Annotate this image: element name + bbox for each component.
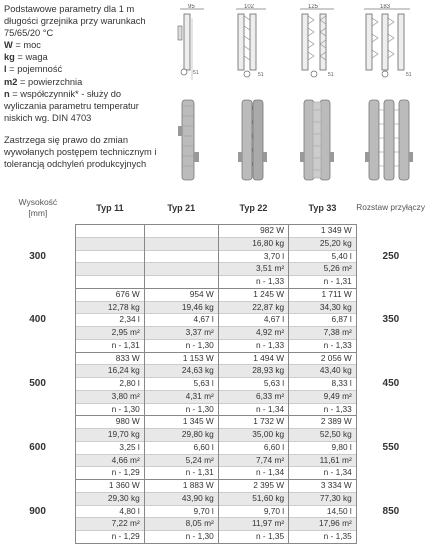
value-cell: 34,30 kg (289, 301, 357, 314)
spacing-cell: 850 (382, 505, 400, 517)
table-row (0, 352, 425, 365)
note-line: tolerancją odchyleń produkcyjnych (4, 159, 147, 170)
intro-line: długości grzejnika przy warunkach (4, 16, 146, 27)
value-cell: 1 883 W (144, 480, 218, 493)
value-cell: 8,05 m² (144, 518, 218, 531)
radiator-3d-typ21-icon (236, 96, 270, 186)
value-cell: 4,80 l (76, 505, 145, 518)
radiator-profile-typ11-icon (166, 4, 211, 84)
value-cell: 16,80 kg (218, 237, 288, 250)
value-cell: 2 395 W (218, 480, 288, 493)
value-cell: 6,60 l (218, 441, 288, 454)
value-cell: 2 389 W (289, 416, 357, 429)
value-cell (76, 237, 145, 250)
dim-side-label: 51 (406, 72, 412, 78)
value-cell: 3,80 m² (76, 390, 145, 403)
legend-text: = moc (12, 40, 41, 51)
value-cell: 982 W (218, 225, 288, 238)
value-cell: 4,66 m² (76, 454, 145, 467)
height-cell: 900 (29, 505, 46, 517)
legend-weight (4, 51, 182, 63)
value-cell (76, 225, 145, 238)
spacing-cell: 250 (382, 250, 400, 262)
spacing-cell: 550 (382, 441, 400, 453)
value-cell: 52,50 kg (289, 429, 357, 442)
value-cell: 1 245 W (218, 288, 288, 301)
dim-side-label: 51 (258, 72, 264, 78)
value-cell (76, 250, 145, 263)
dim-top-label: 102 (244, 4, 255, 10)
legend-key: W (4, 40, 13, 51)
value-cell: 8,33 l (289, 378, 357, 391)
spec-table (0, 191, 425, 544)
legend-capacity (4, 63, 182, 75)
value-cell: 1 732 W (218, 416, 288, 429)
value-cell: 4,92 m² (218, 327, 288, 340)
value-cell: 9,70 l (218, 505, 288, 518)
value-cell: 9,49 m² (289, 390, 357, 403)
value-cell: 29,30 kg (76, 492, 145, 505)
diagram-typ33 (358, 4, 418, 84)
value-cell: 11,97 m² (218, 518, 288, 531)
header-typ22: Typ 22 (239, 202, 268, 213)
radiator-profile-typ33-icon (358, 4, 418, 84)
value-cell: 3 334 W (289, 480, 357, 493)
intro-line: Podstawowe parametry dla 1 m (4, 4, 135, 14)
value-cell: 35,00 kg (218, 429, 288, 442)
dim-top-label: 95 (188, 4, 195, 10)
value-cell: 5,63 l (218, 378, 288, 391)
value-cell: n - 1,29 (76, 531, 145, 544)
value-cell (144, 276, 218, 289)
value-cell: 17,96 m² (289, 518, 357, 531)
value-cell: 12,78 kg (76, 301, 145, 314)
value-cell (76, 276, 145, 289)
value-cell: n - 1,35 (289, 531, 357, 544)
value-cell: n - 1,33 (218, 276, 288, 289)
value-cell: 11,61 m² (289, 454, 357, 467)
value-cell: 24,63 kg (144, 365, 218, 378)
table-header-row (0, 191, 425, 225)
intro-text (4, 3, 182, 170)
value-cell: 3,37 m² (144, 327, 218, 340)
value-cell: 1 360 W (76, 480, 145, 493)
legend-tail-line: niskich wg. DIN 4703 (4, 112, 92, 123)
value-cell: 6,60 l (144, 441, 218, 454)
value-cell: 19,70 kg (76, 429, 145, 442)
value-cell: 7,22 m² (76, 518, 145, 531)
value-cell: n - 1,34 (218, 467, 288, 480)
value-cell: 2 056 W (289, 352, 357, 365)
value-cell: n - 1,30 (144, 339, 218, 352)
table-row (0, 480, 425, 493)
value-cell: 6,87 l (289, 314, 357, 327)
value-cell (144, 250, 218, 263)
value-cell: 676 W (76, 288, 145, 301)
header-typ21: Typ 21 (167, 202, 196, 213)
value-cell: n - 1,33 (289, 403, 357, 416)
height-cell: 400 (29, 314, 46, 326)
value-cell: 5,63 l (144, 378, 218, 391)
value-cell: 28,93 kg (218, 365, 288, 378)
value-cell: n - 1,31 (289, 276, 357, 289)
value-cell: n - 1,30 (144, 403, 218, 416)
value-cell: 1 345 W (144, 416, 218, 429)
intro-line: 75/65/20 °C (4, 28, 54, 39)
value-cell: 14,50 l (289, 505, 357, 518)
header-typ11: Typ 11 (96, 202, 124, 213)
value-cell: 43,40 kg (289, 365, 357, 378)
value-cell: 5,40 l (289, 250, 357, 263)
value-cell: 4,67 l (218, 314, 288, 327)
value-cell: n - 1,33 (218, 339, 288, 352)
header-height: Wysokość [mm] (18, 196, 58, 218)
legend-coefficient (4, 88, 182, 100)
value-cell (76, 263, 145, 276)
radiator-3d-typ22-icon (298, 96, 338, 186)
table-row (0, 416, 425, 429)
value-cell: 22,87 kg (218, 301, 288, 314)
legend-text: = powierzchnia (17, 76, 83, 87)
diagram-typ11 (166, 4, 211, 84)
value-cell: n - 1,31 (76, 339, 145, 352)
dim-side-label: 51 (328, 72, 334, 78)
value-cell: 25,20 kg (289, 237, 357, 250)
value-cell: 19,46 kg (144, 301, 218, 314)
dim-top-label: 125 (308, 4, 319, 10)
value-cell: 9,70 l (144, 505, 218, 518)
value-cell: 2,34 l (76, 314, 145, 327)
value-cell: 3,70 l (218, 250, 288, 263)
dim-top-label: 183 (380, 4, 391, 10)
legend-text: = współczynnik* - służy do (9, 88, 122, 99)
height-cell: 600 (29, 441, 46, 453)
value-cell: n - 1,30 (144, 531, 218, 544)
radiator-diagrams (160, 0, 425, 188)
radiator-3d-typ11-icon (174, 96, 204, 186)
radiator-3d-typ33-icon (365, 96, 413, 186)
radiator-profile-typ21-icon (226, 4, 276, 84)
height-cell: 500 (29, 378, 46, 389)
value-cell: 1 349 W (289, 225, 357, 238)
header-spacing: Rozstaw przyłączy (356, 202, 425, 213)
value-cell: 3,25 l (76, 441, 145, 454)
value-cell: 2,80 l (76, 378, 145, 391)
value-cell (144, 237, 218, 250)
table-row (0, 225, 425, 238)
value-cell: n - 1,29 (76, 467, 145, 480)
value-cell: 833 W (76, 352, 145, 365)
value-cell: 4,31 m² (144, 390, 218, 403)
table-body (0, 225, 425, 544)
spec-table-container (0, 191, 425, 544)
dim-side-label: 51 (193, 70, 199, 76)
header-typ33: Typ 33 (308, 202, 337, 213)
value-cell: 77,30 kg (289, 492, 357, 505)
legend-tail-line: wyliczania parametru temperatur (4, 100, 139, 111)
value-cell: 1 711 W (289, 288, 357, 301)
diagram-typ22 (292, 4, 342, 84)
value-cell (144, 263, 218, 276)
value-cell: n - 1,35 (218, 531, 288, 544)
legend-power (4, 39, 182, 51)
legend-key: l (4, 64, 7, 75)
value-cell: 7,38 m² (289, 327, 357, 340)
note-line: wywołanych postępem technicznym i (4, 147, 157, 158)
spacing-cell: 450 (382, 378, 400, 389)
value-cell: 4,67 l (144, 314, 218, 327)
value-cell: 5,24 m² (144, 454, 218, 467)
value-cell: 954 W (144, 288, 218, 301)
value-cell: n - 1,33 (289, 339, 357, 352)
legend-key: kg (4, 52, 15, 63)
value-cell: 16,24 kg (76, 365, 145, 378)
value-cell: n - 1,30 (76, 403, 145, 416)
value-cell: n - 1,34 (218, 403, 288, 416)
value-cell: 1 494 W (218, 352, 288, 365)
value-cell: 1 153 W (144, 352, 218, 365)
value-cell: n - 1,31 (144, 467, 218, 480)
value-cell: 3,51 m² (218, 263, 288, 276)
note-line: Zastrzega się prawo do zmian (4, 134, 129, 145)
value-cell: 29,80 kg (144, 429, 218, 442)
value-cell: 9,80 l (289, 441, 357, 454)
radiator-profile-typ22-icon (292, 4, 342, 84)
value-cell: 2,95 m² (76, 327, 145, 340)
table-row (0, 288, 425, 301)
value-cell: 980 W (76, 416, 145, 429)
legend-key: n (4, 88, 10, 99)
height-cell: 300 (29, 250, 46, 262)
value-cell: n - 1,34 (289, 467, 357, 480)
value-cell: 7,74 m² (218, 454, 288, 467)
legend-text: = pojemność (6, 64, 63, 75)
value-cell: 51,60 kg (218, 492, 288, 505)
value-cell: 6,33 m² (218, 390, 288, 403)
legend-key: m2 (4, 76, 18, 87)
legend-text: = waga (14, 52, 48, 63)
value-cell: 43,90 kg (144, 492, 218, 505)
spacing-cell: 350 (382, 314, 400, 326)
legend-area (4, 76, 182, 88)
value-cell (144, 225, 218, 238)
value-cell: 5,26 m² (289, 263, 357, 276)
diagram-typ21 (226, 4, 276, 84)
